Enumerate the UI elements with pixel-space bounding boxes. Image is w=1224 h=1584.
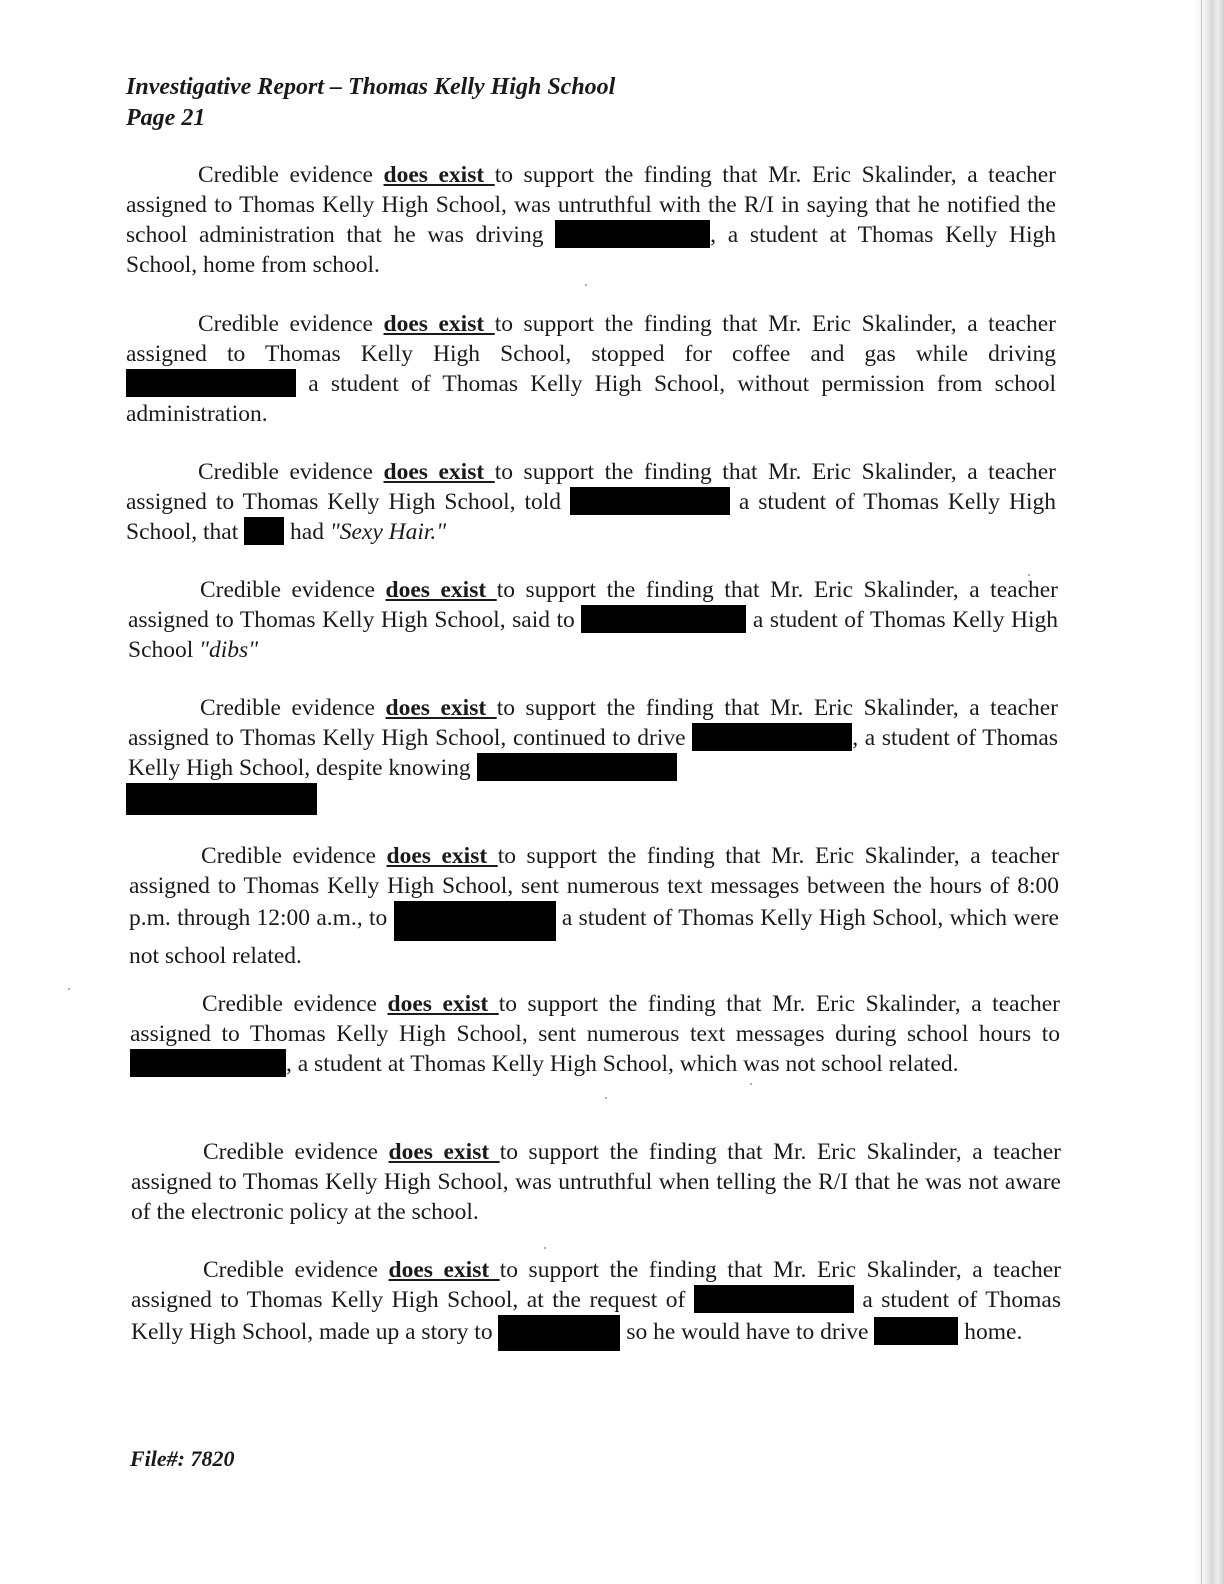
finding-emphasis: does exist: [386, 843, 498, 869]
scan-speck: [750, 1083, 752, 1085]
finding-emphasis: does exist: [383, 311, 495, 337]
finding-text: , a student at Thomas Kelly High School, home from school.: [126, 222, 1056, 278]
scan-speck: [68, 988, 70, 990]
redaction-block: [244, 517, 284, 545]
finding-emphasis: does exist: [388, 1139, 500, 1165]
finding-text: to support the finding that Mr. Eric Skalinder, a teacher assigned to Thomas Kelly High School, was untruthful when telling the R/I that he was not aware of the electronic policy at the school.: [131, 1139, 1061, 1225]
finding-lead: Credible evidence: [200, 577, 386, 603]
redaction-block: [692, 723, 852, 751]
finding-lead: Credible evidence: [202, 991, 388, 1017]
finding-text: to support the finding that Mr. Eric Skalinder, a teacher assigned to Thomas Kelly High School, told: [126, 459, 1056, 515]
finding-emphasis: does exist: [385, 695, 497, 721]
scan-edge-shadow: [1194, 0, 1224, 1584]
finding-paragraph: [130, 989, 1060, 1079]
file-number: File#: 7820: [130, 1446, 235, 1471]
finding-paragraph: [129, 841, 1059, 971]
finding-text: to support the finding that Mr. Eric Skalinder, a teacher assigned to Thomas Kelly High School, stopped for coffee and gas while driving: [126, 311, 1056, 367]
finding-paragraph: [131, 1255, 1061, 1351]
finding-paragraph: [128, 575, 1058, 665]
finding-lead: Credible evidence: [198, 311, 384, 337]
scan-speck: [605, 1097, 607, 1099]
page-number: Page 21: [126, 105, 206, 131]
redaction-block: [694, 1285, 854, 1313]
finding-lead: Credible evidence: [203, 1139, 389, 1165]
finding-paragraph: [126, 457, 1056, 547]
finding-emphasis: does exist: [388, 1257, 500, 1283]
finding-text: to support the finding that Mr. Eric Skalinder, a teacher assigned to Thomas Kelly High School, was untruthful with the R/I in saying that he notified the school administration that he was driving: [126, 162, 1056, 248]
finding-text: , a student at Thomas Kelly High School, which was not school related.: [286, 1051, 959, 1077]
finding-quote: "Sexy Hair.": [329, 519, 447, 545]
scan-speck: [544, 1247, 546, 1249]
redaction-block: [874, 1317, 958, 1345]
report-header: [126, 72, 615, 134]
scan-edge-line: [1211, 0, 1212, 1584]
finding-text: to support the finding that Mr. Eric Skalinder, a teacher assigned to Thomas Kelly High School, said to: [128, 577, 1058, 633]
finding-lead: Credible evidence: [203, 1257, 389, 1283]
scan-edge-line: [1201, 0, 1202, 1584]
finding-text: to support the finding that Mr. Eric Skalinder, a teacher assigned to Thomas Kelly High School, at the request of: [131, 1257, 1061, 1313]
finding-lead: Credible evidence: [198, 162, 384, 188]
finding-text: had: [284, 519, 330, 545]
redaction-block: [498, 1315, 620, 1351]
finding-emphasis: does exist: [387, 991, 499, 1017]
scan-speck: [585, 284, 587, 286]
finding-paragraph: [126, 309, 1056, 429]
finding-paragraph: [126, 160, 1056, 280]
finding-text: , a student of Thomas Kelly High School, despite knowing: [128, 725, 1058, 781]
finding-text: to support the finding that Mr. Eric Skalinder, a teacher assigned to Thomas Kelly High School, sent numerous text messages between the hours of 8:00 p.m. through 12:00 a.m., to: [129, 843, 1059, 931]
finding-lead: Credible evidence: [198, 459, 384, 485]
finding-paragraph: [131, 1137, 1061, 1227]
finding-quote: "dibs": [199, 637, 259, 663]
redaction-block: [130, 1049, 286, 1077]
finding-text: a student of Thomas Kelly High School, that: [126, 489, 1056, 545]
finding-emphasis: does exist: [385, 577, 497, 603]
finding-lead: Credible evidence: [201, 843, 387, 869]
finding-text: a student of Thomas Kelly High School: [128, 607, 1058, 663]
redaction-block: [477, 753, 677, 781]
finding-text: a student of Thomas Kelly High School, without permission from school administration.: [126, 371, 1056, 427]
finding-text: to support the finding that Mr. Eric Skalinder, a teacher assigned to Thomas Kelly High School, continued to drive: [128, 695, 1058, 751]
redaction-block: [570, 487, 730, 515]
redaction-block: [555, 220, 710, 248]
finding-text: a student of Thomas Kelly High School, which were not school related.: [129, 905, 1059, 969]
finding-text: home.: [958, 1319, 1023, 1345]
finding-paragraph: [128, 693, 1058, 783]
finding-text: a student of Thomas Kelly High School, made up a story to: [131, 1287, 1061, 1345]
redaction-block: [394, 901, 556, 941]
finding-emphasis: does exist: [383, 162, 495, 188]
finding-lead: Credible evidence: [200, 695, 386, 721]
finding-text: so he would have to drive: [620, 1319, 875, 1345]
redaction-block: [126, 783, 317, 815]
redaction-block: [126, 369, 296, 397]
scan-speck: [1028, 574, 1030, 576]
finding-text: to support the finding that Mr. Eric Skalinder, a teacher assigned to Thomas Kelly High School, sent numerous text messages during school hours to: [130, 991, 1060, 1047]
report-title: Investigative Report – Thomas Kelly High School: [126, 74, 616, 100]
redaction-block: [581, 605, 746, 633]
finding-emphasis: does exist: [383, 459, 495, 485]
